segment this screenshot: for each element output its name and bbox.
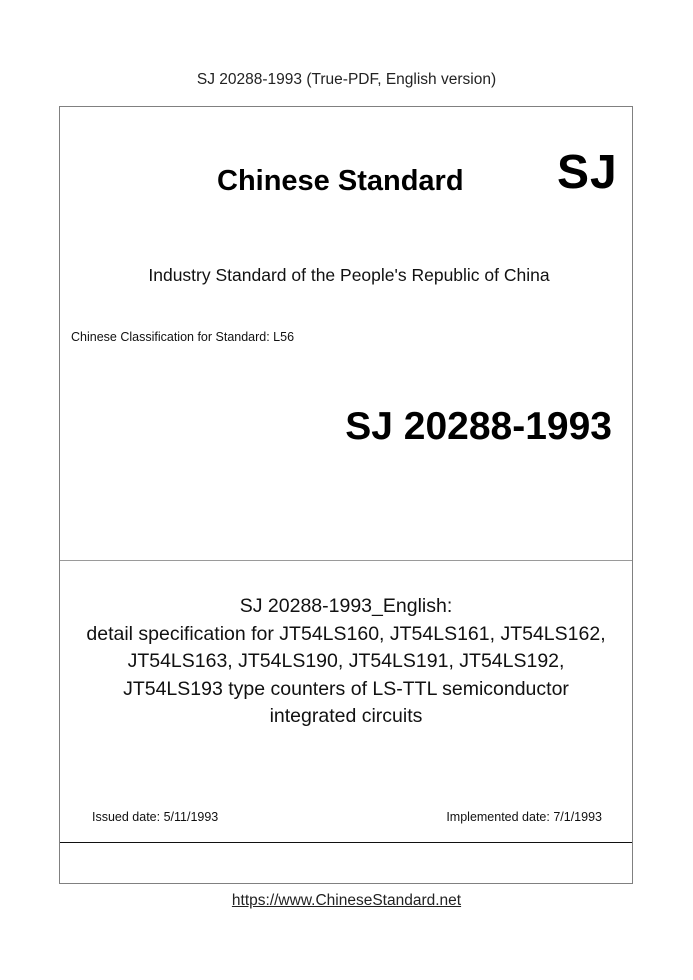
description-line: JT54LS193 type counters of LS-TTL semiconductor (123, 677, 569, 700)
page-header: SJ 20288-1993 (True-PDF, English version) (196, 71, 497, 88)
description-line: detail specification for JT54LS160, JT54LS161, JT54LS162, (86, 622, 606, 645)
cover-frame (59, 106, 633, 884)
document-title: Chinese Standard (217, 165, 464, 197)
classification-label: Chinese Classification for Standard: L56 (71, 330, 295, 344)
bottom-divider (60, 842, 632, 843)
sj-logo: SJ (557, 146, 618, 199)
description-line: SJ 20288-1993_English: (239, 595, 453, 617)
section-divider (60, 560, 632, 561)
implemented-date: Implemented date: 7/1/1993 (446, 810, 602, 824)
standard-number: SJ 20288-1993 (345, 405, 612, 448)
description-line: JT54LS163, JT54LS190, JT54LS191, JT54LS192, (127, 650, 565, 672)
website-link[interactable]: https://www.ChineseStandard.net (231, 892, 462, 909)
issued-date: Issued date: 5/11/1993 (92, 810, 219, 824)
description-line: integrated circuits (269, 705, 423, 727)
description-block (60, 593, 632, 731)
industry-subtitle: Industry Standard of the People's Republic of China (148, 265, 550, 285)
